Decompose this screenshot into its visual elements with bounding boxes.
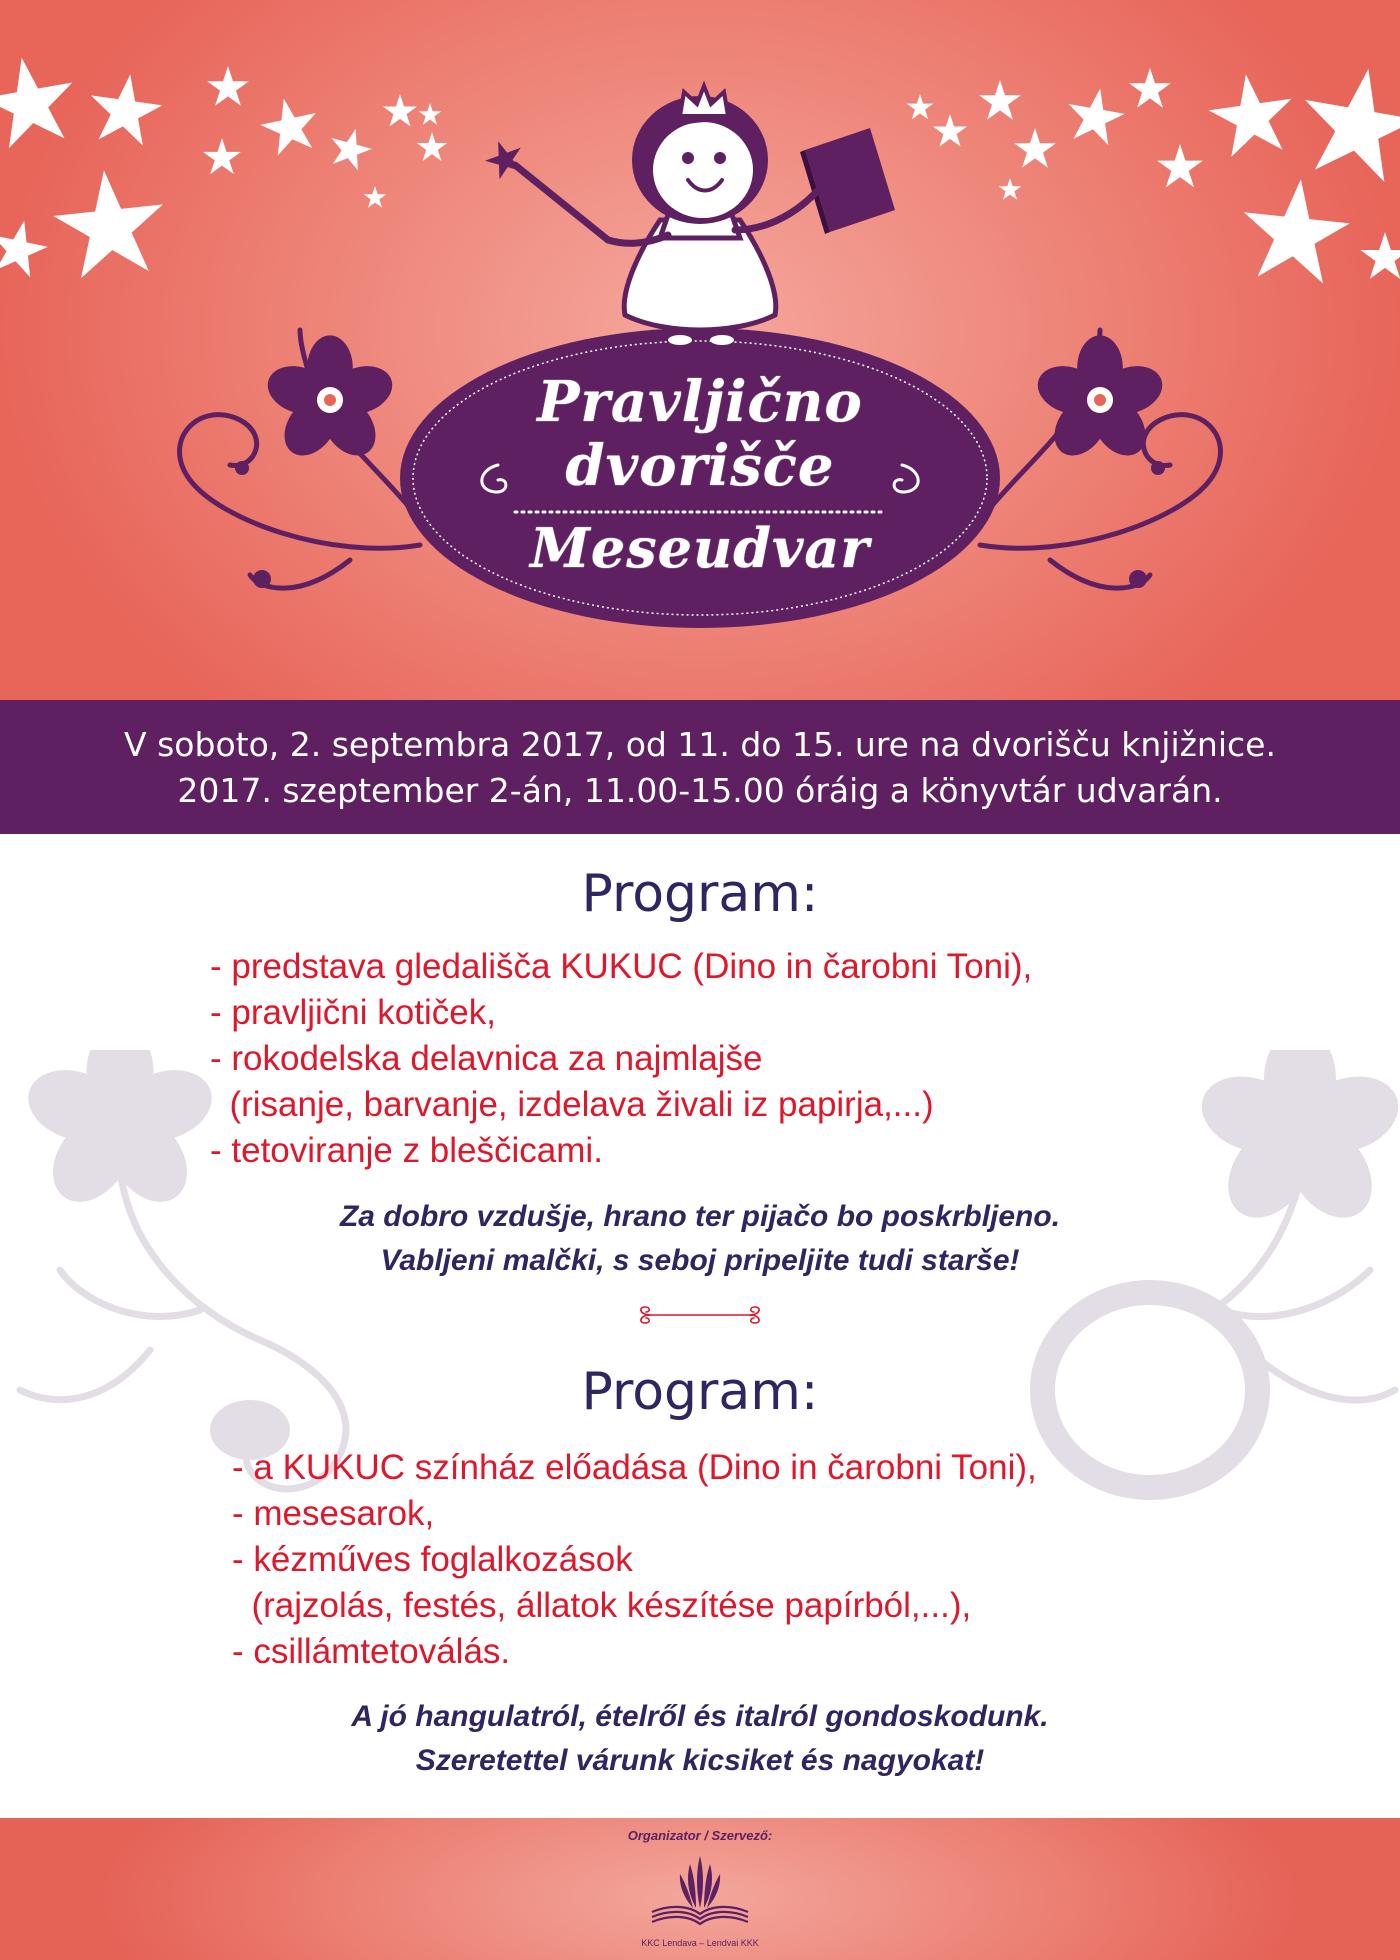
organizer-label: Organizator / Szervező: bbox=[627, 1828, 773, 1843]
magic-wand-icon bbox=[480, 135, 528, 182]
organizer-name: KKC Lendava – Lendvai KKK bbox=[641, 1938, 759, 1948]
title-line-slovene-1: Pravljično bbox=[537, 369, 863, 435]
title-line-slovene-2: dvorišče bbox=[565, 433, 835, 499]
list-item: (risanje, barvanje, izdelava živali iz papirja,...) bbox=[210, 1085, 934, 1124]
list-item: - predstava gledališča KUKUC (Dino in čarobni Toni), bbox=[210, 947, 1033, 986]
list-item: - rokodelska delavnica za najmlajše bbox=[210, 1039, 763, 1078]
closing-line: A jó hangulatról, ételről és italról gondoskodunk. bbox=[351, 1700, 1049, 1733]
program-list-slovene bbox=[210, 944, 1032, 1174]
closing-text-slovene bbox=[0, 1195, 1400, 1283]
list-item: - kézműves foglalkozások bbox=[232, 1540, 633, 1579]
list-item: - tetoviranje z bleščicami. bbox=[210, 1131, 603, 1170]
date-line-slovene: V soboto, 2. septembra 2017, od 11. do 15. ure na dvorišču knjižnice. bbox=[124, 725, 1276, 764]
event-title bbox=[470, 370, 930, 580]
list-item: - mesesarok, bbox=[232, 1494, 435, 1533]
closing-line: Szeretettel várunk kicsiket és nagyokat! bbox=[415, 1744, 985, 1777]
date-banner bbox=[0, 700, 1400, 834]
program-list-hungarian bbox=[232, 1445, 1037, 1675]
star-icon bbox=[0, 50, 447, 281]
library-logo-icon bbox=[646, 1846, 754, 1936]
date-line-hungarian: 2017. szeptember 2-án, 11.00-15.00 óráig a könyvtár udvarán. bbox=[177, 771, 1223, 810]
closing-line: Vabljeni malčki, s seboj pripeljite tudi starše! bbox=[380, 1244, 1020, 1277]
star-icon bbox=[907, 59, 1400, 286]
closing-line: Za dobro vzdušje, hrano ter pijačo bo poskrbljeno. bbox=[339, 1200, 1061, 1233]
list-item: - pravljični kotiček, bbox=[210, 993, 496, 1032]
footer bbox=[0, 1818, 1400, 1960]
list-item: - a KUKUC színház előadása (Dino in čarobni Toni), bbox=[232, 1448, 1037, 1487]
header-illustration bbox=[0, 0, 1400, 700]
program-heading-hungarian: Program: bbox=[581, 1362, 819, 1422]
header-banner bbox=[0, 0, 1400, 700]
list-item: - csillámtetoválás. bbox=[232, 1632, 511, 1671]
program-heading-slovene: Program: bbox=[581, 864, 819, 924]
title-line-hungarian: Meseudvar bbox=[530, 516, 870, 580]
closing-text-hungarian bbox=[0, 1695, 1400, 1783]
princess-illustration bbox=[480, 86, 895, 345]
book-icon bbox=[800, 128, 895, 234]
ornament-divider bbox=[636, 1304, 764, 1326]
list-item: (rajzolás, festés, állatok készítése papírból,...), bbox=[232, 1586, 972, 1625]
flower-icon bbox=[19, 1050, 221, 1217]
